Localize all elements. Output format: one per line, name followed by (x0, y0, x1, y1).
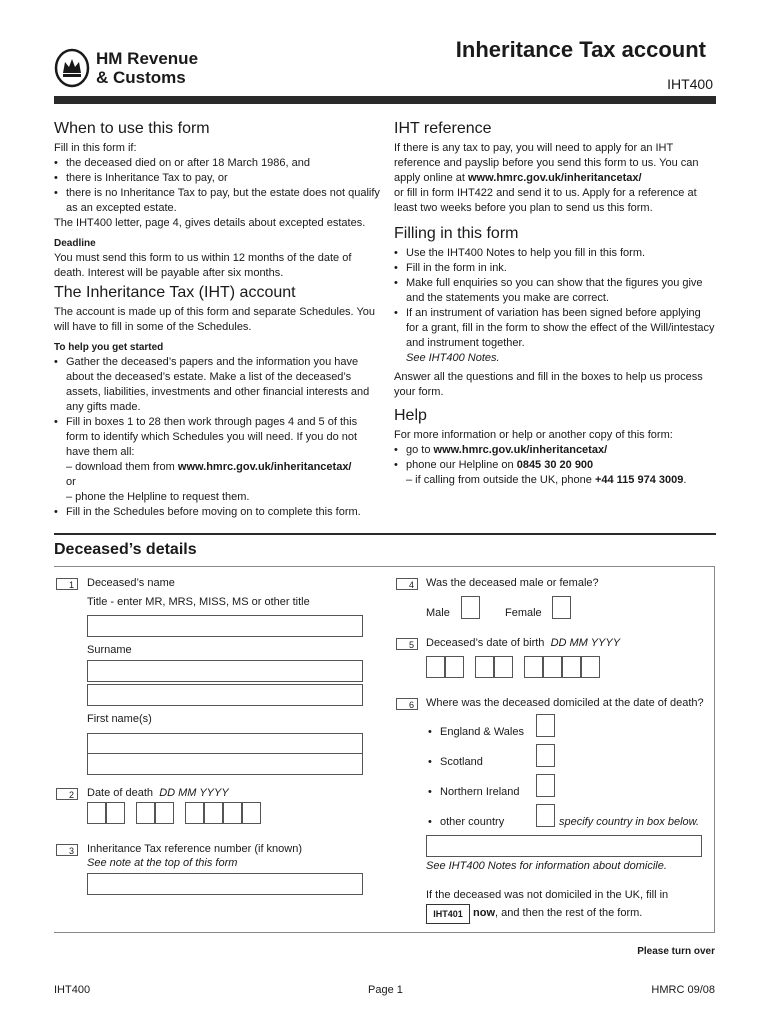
phone-number: 0845 30 20 900 (516, 459, 594, 471)
filling-item: • If an instrument of variation has been signed before applying for a grant, fill in the form to show the effect of the Will/intestacy and instrument together. (394, 306, 716, 351)
page-title: Inheritance Tax account (455, 37, 706, 62)
firstname-label: First name(s) (87, 713, 152, 725)
deadline-text: You must send this form to us within 12 months of the date of death. Interest will be payable after six months. (54, 252, 352, 279)
download-line (54, 460, 380, 475)
not-uk-text: If the deceased was not domiciled in the UK, fill in (426, 889, 669, 901)
help-item: • Gather the deceased’s papers and the information you have about the deceased’s estate. Make a list of the deceased’s assets, liabilities, investments and other financial interests and any gifts made. (54, 355, 380, 415)
domicile-option-england-wales: • England & Wales (428, 725, 548, 755)
domicile-option-other-country: • other country (428, 815, 548, 845)
deadline-label: Deadline (54, 238, 96, 249)
death-year-1[interactable] (185, 802, 204, 824)
footer-version: HMRC 09/08 (651, 984, 715, 996)
q3-number: 3 (56, 844, 78, 856)
birth-day-1[interactable] (426, 656, 445, 678)
death-year-3[interactable] (223, 802, 242, 824)
goto-item: • go to www.hmrc.gov.uk/inheritancetax/ (394, 443, 716, 458)
help-heading: Help (394, 407, 427, 424)
scotland-checkbox[interactable] (536, 744, 555, 767)
phone-helpline-text: – phone the Helpline to request them. (66, 491, 250, 503)
other-country-checkbox[interactable] (536, 804, 555, 827)
filling-list (394, 246, 716, 351)
when-heading: When to use this form (54, 120, 210, 137)
abroad-line: – if calling from outside the UK, phone +44 115 974 3009. (406, 474, 687, 486)
section-rule (54, 533, 716, 535)
filling-see: See IHT400 Notes. (406, 352, 500, 364)
or-text: or (66, 476, 76, 488)
specify-country-text: specify country in box below. (559, 816, 700, 828)
england-wales-checkbox[interactable] (536, 714, 555, 737)
account-text: The account is made up of this form and separate Schedules. You will have to fill in some of the Schedules. (54, 306, 376, 333)
please-turn-over: Please turn over (637, 946, 715, 957)
birth-day-2[interactable] (445, 656, 464, 678)
birth-month-2[interactable] (494, 656, 513, 678)
iht401-badge[interactable]: IHT401 (426, 904, 470, 924)
logo-line-2: & Customs (96, 68, 186, 87)
goto-link[interactable]: www.hmrc.gov.uk/inheritancetax/ (433, 444, 608, 456)
q5-format: DD MM YYYY (550, 637, 621, 649)
death-day-1[interactable] (87, 802, 106, 824)
death-year-2[interactable] (204, 802, 223, 824)
deceased-heading: Deceased’s details (54, 541, 197, 558)
firstname-input-1[interactable] (87, 733, 363, 755)
q3-note: See note at the top of this form (87, 857, 238, 869)
left-column (54, 141, 380, 281)
domicile-option-northern-ireland: • Northern Ireland (428, 785, 548, 815)
last-item: • Fill in the Schedules before moving on to complete this form. (54, 505, 380, 520)
male-label: Male (426, 607, 450, 619)
birth-month-1[interactable] (475, 656, 494, 678)
domicile-list (428, 725, 548, 845)
header-rule (54, 96, 716, 104)
q5-label: Deceased’s date of birth DD MM YYYY (426, 637, 621, 649)
when-item: • there is Inheritance Tax to pay, or (54, 171, 380, 186)
ref-heading: IHT reference (394, 120, 492, 137)
q3-label: Inheritance Tax reference number (if known) (87, 843, 303, 855)
female-checkbox[interactable] (552, 596, 571, 619)
birth-year-3[interactable] (562, 656, 581, 678)
iht401-line: now, and then the rest of the form. (473, 907, 643, 919)
death-day-2[interactable] (106, 802, 125, 824)
when-item: • the deceased died on or after 18 March 1986, and (54, 156, 380, 171)
filling-section (394, 246, 716, 400)
q2-number: 2 (56, 788, 78, 800)
ref-text-1: If there is any tax to pay, you will need to apply for an IHT reference and payslip before you send this form to us. You can apply online at (394, 142, 699, 184)
birth-year-1[interactable] (524, 656, 543, 678)
when-list (54, 156, 380, 216)
female-label: Female (505, 607, 542, 619)
surname-input-2[interactable] (87, 684, 363, 706)
filling-heading: Filling in this form (394, 225, 519, 242)
q6-number: 6 (396, 698, 418, 710)
title-input[interactable] (87, 615, 363, 637)
other-country-input[interactable] (426, 835, 702, 857)
answer-text: Answer all the questions and fill in the boxes to help us process your form. (394, 371, 703, 398)
hmrc-logo (54, 48, 224, 90)
male-checkbox[interactable] (461, 596, 480, 619)
title-label: Title - enter MR, MRS, MISS, MS or other title (87, 596, 310, 608)
phone-item: • phone our Helpline on 0845 30 20 900 (394, 458, 716, 473)
firstname-input-2[interactable] (87, 753, 363, 775)
help-intro: For more information or help or another copy of this form: (394, 429, 673, 441)
account-section (54, 305, 380, 520)
account-heading: The Inheritance Tax (IHT) account (54, 284, 296, 301)
crown-crest-icon (54, 48, 90, 88)
northern-ireland-checkbox[interactable] (536, 774, 555, 797)
download-prefix: – download them from (66, 461, 178, 473)
download-link[interactable]: www.hmrc.gov.uk/inheritancetax/ (177, 461, 352, 473)
q4-label: Was the deceased male or female? (426, 577, 599, 589)
ref-text-2: or fill in form IHT422 and send it to us. Apply for a reference at least two weeks before you plan to send us this form. (394, 187, 697, 214)
q2-format: DD MM YYYY (159, 787, 229, 799)
q2-label: Date of death DD MM YYYY (87, 787, 229, 799)
birth-year-4[interactable] (581, 656, 600, 678)
when-item: • there is no Inheritance Tax to pay, but the estate does not qualify as an excepted estate. (54, 186, 380, 216)
ref-link[interactable]: www.hmrc.gov.uk/inheritancetax/ (468, 172, 642, 184)
filling-item: • Use the IHT400 Notes to help you fill in this form. (394, 246, 716, 261)
q4-number: 4 (396, 578, 418, 590)
help-start-label: To help you get started (54, 342, 164, 353)
help-start-list (54, 355, 380, 460)
help-section (394, 428, 716, 488)
domicile-option-scotland: • Scotland (428, 755, 548, 785)
q1-number: 1 (56, 578, 78, 590)
q5-number: 5 (396, 638, 418, 650)
q6-label: Where was the deceased domiciled at the date of death? (426, 697, 704, 709)
page-number: Page 1 (368, 984, 403, 996)
surname-input-1[interactable] (87, 660, 363, 682)
death-month-2[interactable] (155, 802, 174, 824)
logo-line-1: HM Revenue (96, 49, 199, 68)
domicile-note: See IHT400 Notes for information about domicile. (426, 860, 667, 872)
death-year-4[interactable] (242, 802, 261, 824)
iht-reference-input[interactable] (87, 873, 363, 895)
filling-item: • Fill in the form in ink. (394, 261, 716, 276)
q1-label: Deceased’s name (87, 577, 175, 589)
when-note: The IHT400 letter, page 4, gives details about excepted estates. (54, 217, 366, 229)
birth-year-2[interactable] (543, 656, 562, 678)
filling-item: • Make full enquiries so you can show that the figures you give and the statements you make are correct. (394, 276, 716, 306)
surname-label: Surname (87, 644, 132, 656)
ref-section (394, 141, 716, 216)
help-item: • Fill in boxes 1 to 28 then work through pages 4 and 5 of this form to identify which Schedules you will need. If you do not have them all: (54, 415, 380, 460)
footer-form-code: IHT400 (54, 984, 91, 996)
form-code: IHT400 (667, 76, 713, 92)
when-intro: Fill in this form if: (54, 142, 137, 154)
death-month-1[interactable] (136, 802, 155, 824)
abroad-number: +44 115 974 3009 (594, 474, 684, 486)
